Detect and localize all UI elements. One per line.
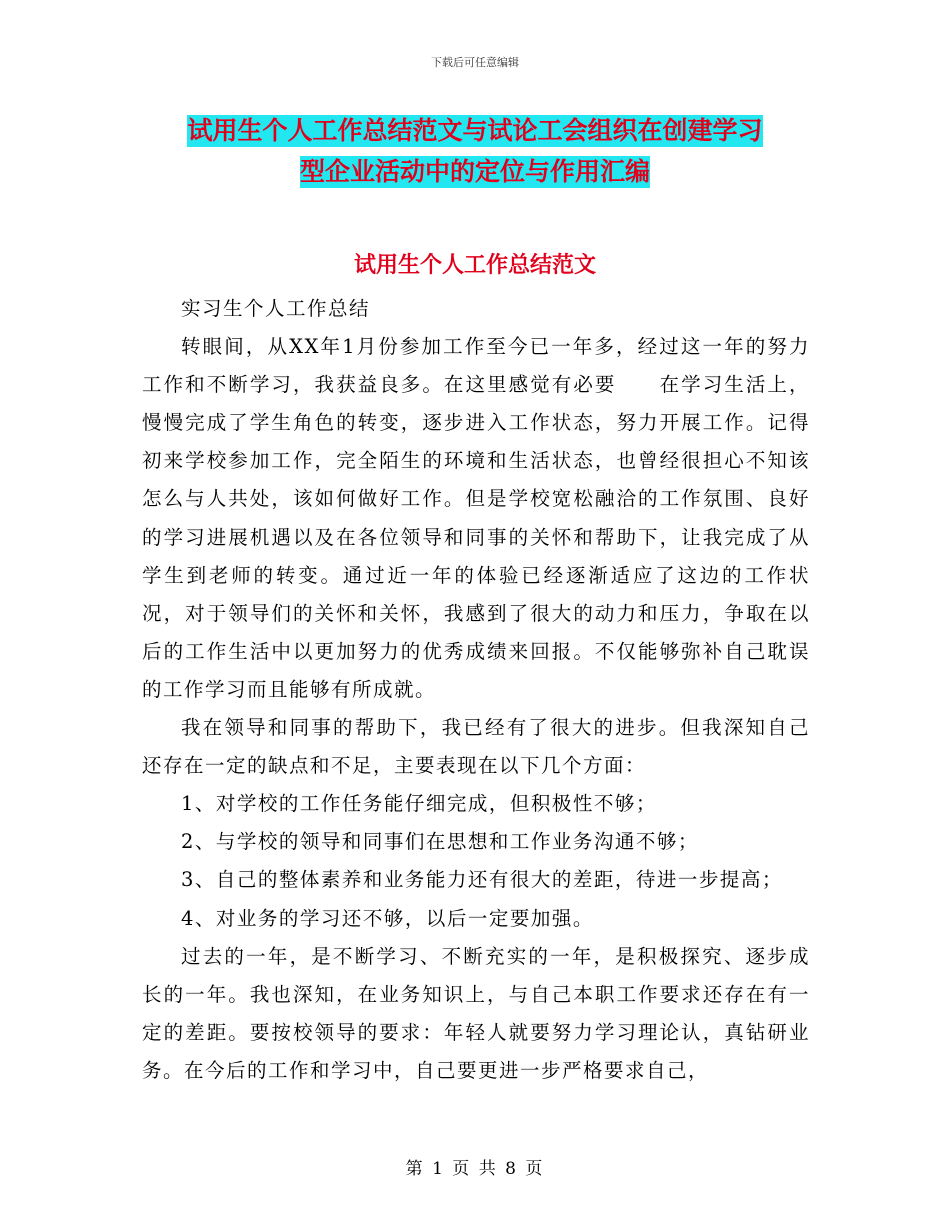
body-text <box>142 290 810 1090</box>
list-item: 4、对业务的学习还不够，以后一定要加强。 <box>181 906 594 930</box>
page-number: 第 1 页 共 8 页 <box>405 1159 545 1179</box>
document-title <box>120 110 830 192</box>
paragraph: 实习生个人工作总结 <box>181 297 371 320</box>
list-item: 3、自己的整体素养和业务能力还有很大的差距，待进一步提高； <box>181 868 783 892</box>
section-title: 试用生个人工作总结范文 <box>353 253 596 278</box>
paragraph: 转眼间，从XX年1月份参加工作至今已一年多，经过这一年的努力工作和不断学习，我获益良多。在这里感觉有必要 在学习生活上，慢慢完成了学生角色的转变，逐步进入工作状态，努力开展工作。记得初来学校参加工作，完全陌生的环境和生活状态，也曾经很担心不知该怎么与人共处，该如何做好工作。但是学校宽松融洽的工作氛围、良好的学习进展机遇以及在各位领导和同事的关怀和帮助下，让我完成了从学生到老师的转变。通过近一年的体验已经逐渐适应了这边的工作状况，对于领导们的关怀和关怀，我感到了很大的动力和压力，争取在以后的工作生活中以更加努力的优秀成绩来回报。不仅能够弥补自己耽误的工作学习而且能够有所成就。 <box>142 335 810 701</box>
header-note: 下载后可任意编辑 <box>431 56 519 69</box>
list-item: 1、对学校的工作任务能仔细完成，但积极性不够； <box>181 792 657 816</box>
title-line-2: 型企业活动中的定位与作用汇编 <box>299 157 650 186</box>
paragraph: 我在领导和同事的帮助下，我已经有了很大的进步。但我深知自己还存在一定的缺点和不足，主要表现在以下几个方面： <box>142 716 810 778</box>
list-item: 2、与学校的领导和同事们在思想和工作业务沟通不够； <box>181 830 699 854</box>
paragraph: 过去的一年，是不断学习、不断充实的一年，是积极探究、逐步成长的一年。我也深知，在业务知识上，与自己本职工作要求还存在有一定的差距。要按校领导的要求：年轻人就要努力学习理论认，真钻研业务。在今后的工作和学习中，自己要更进一步严格要求自己， <box>142 944 810 1082</box>
title-line-1: 试用生个人工作总结范文与试论工会组织在创建学习 <box>187 116 763 145</box>
